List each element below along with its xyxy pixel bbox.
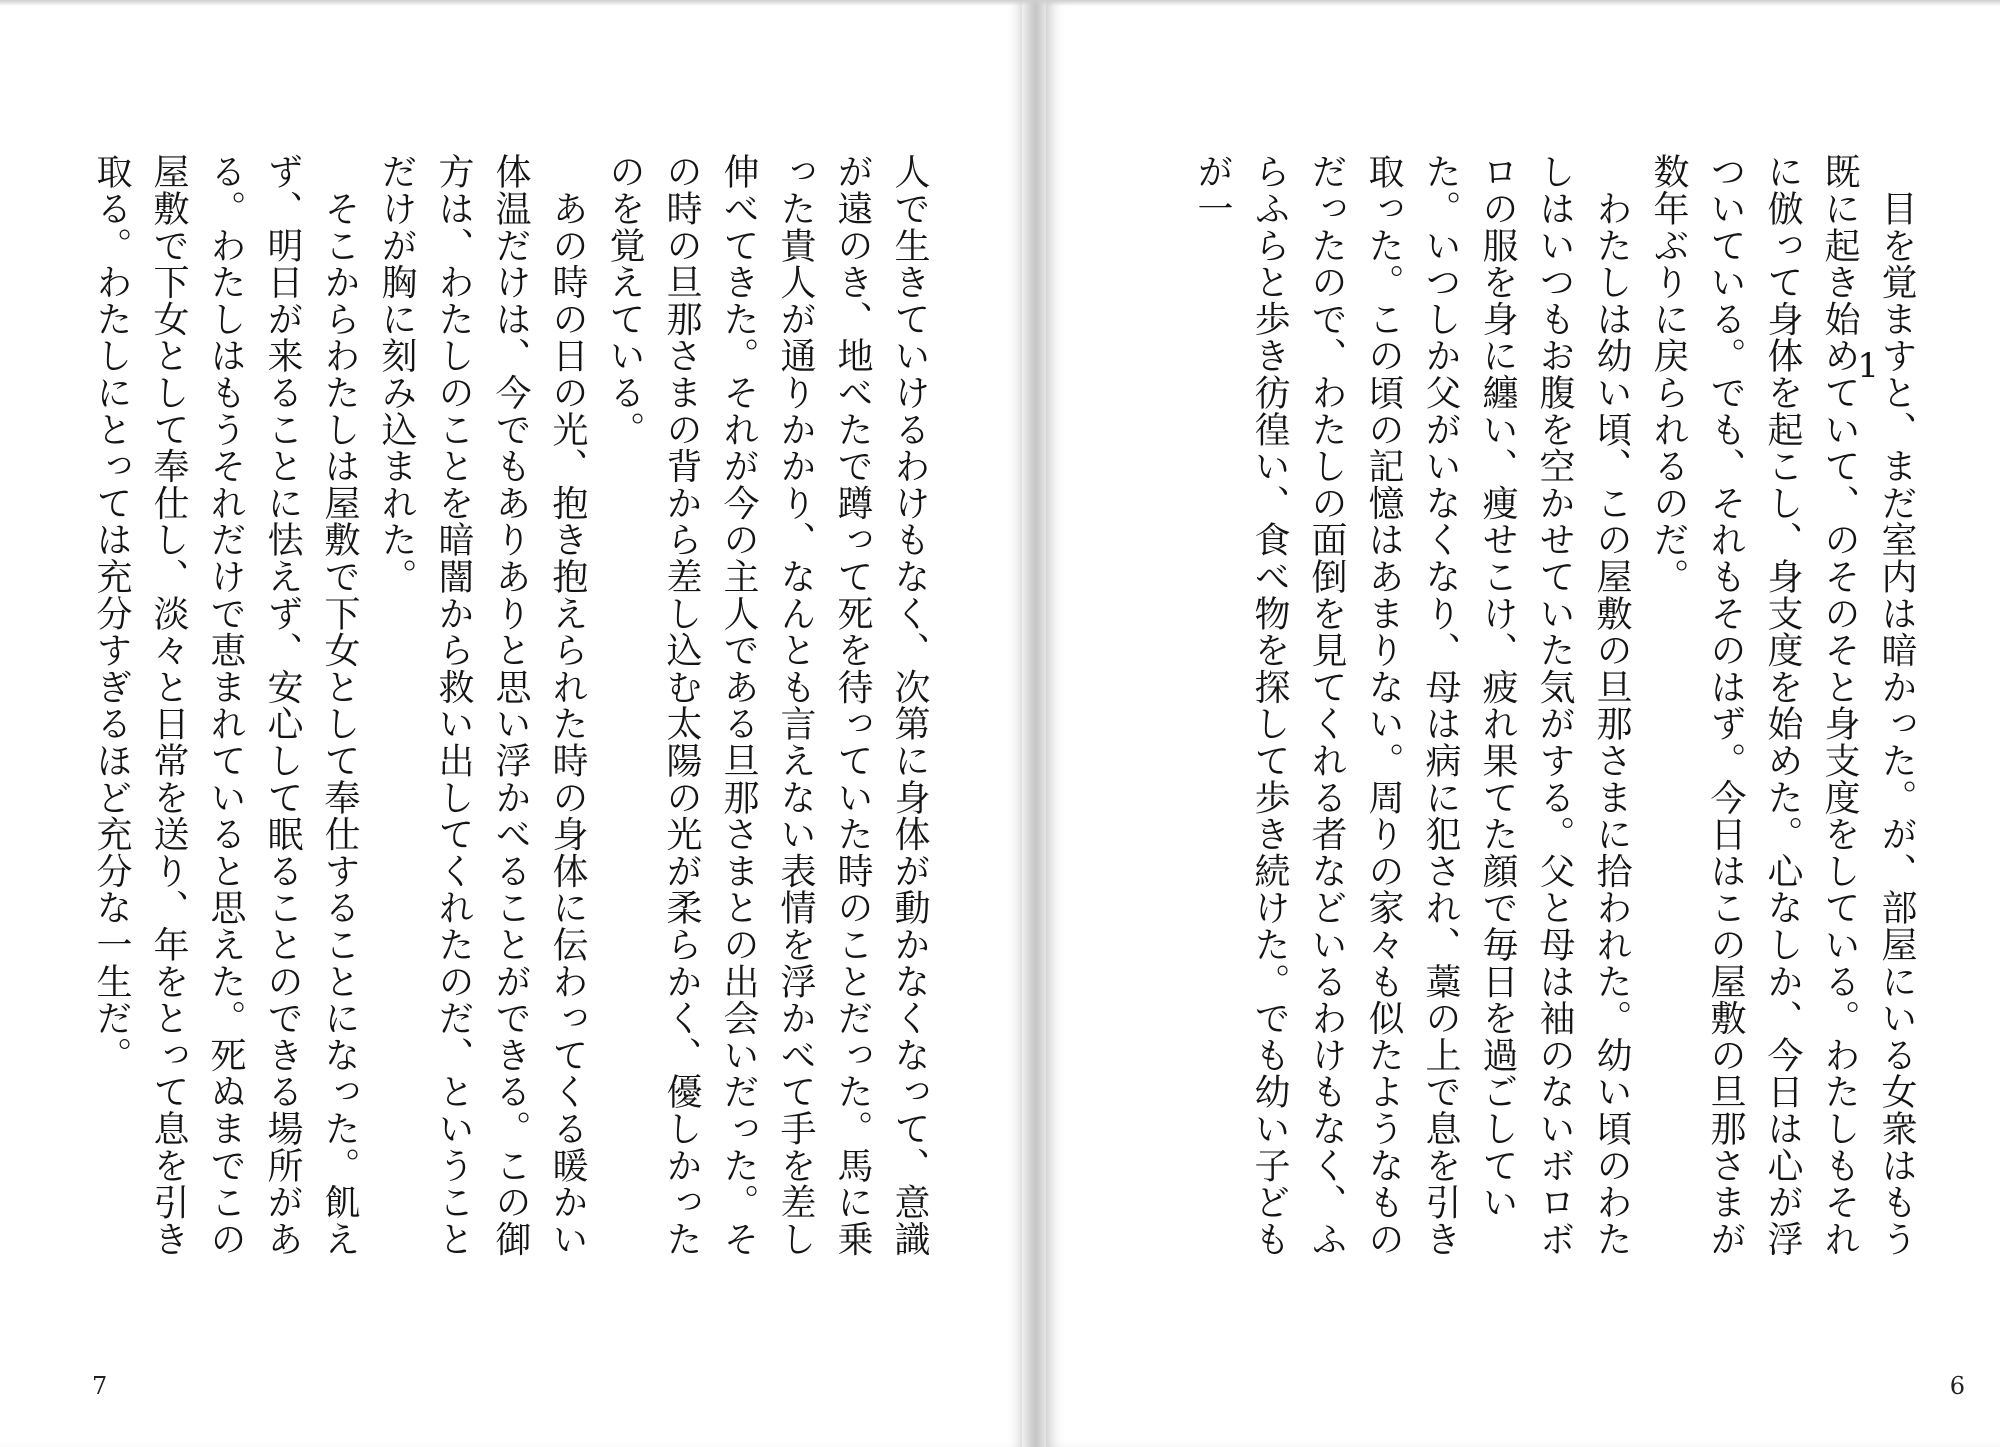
left-page-body-text: 人で生きていけるわけもなく、次第に身体が動かなくなって、意識が遠のき、地べたで蹲って死を待っていた時のことだった。馬に乗った貴人が通りかかり、なんとも言えない表情を浮かべて手を差し伸べてきた。それが今の主人である旦那さまとの出会いだった。その時の旦那さまの背から差し込む太陽の光が柔らかく、優しかったのを覚えている。 あの時の日の光、抱き抱えられた時の身体に伝わってくる暖かい体温だけは、今でもありありと思い浮かべることができる。この御方は、わたしのことを暗闇から救い出してくれたのだ、ということだけが胸に刻み込まれた。 そこからわたしは屋敷で下女として奉仕することになった。飢えず、明日が来ることに怯えず、安心して眠ることのできる場所がある。わたしはもうそれだけで恵まれていると思えた。死ぬまでこの屋敷で下女として奉仕し、淡々と日常を送り、年をとって息を引き取る。わたしにとっては充分すぎるほど充分な一生だ。: [91, 153, 930, 1257]
book-gutter: [1022, 0, 1046, 1447]
right-page[interactable]: [1046, 0, 2000, 1447]
chapter-number: 1: [1857, 346, 1879, 386]
left-page-number: 7: [92, 1372, 108, 1400]
right-page-number: 6: [1949, 1372, 1965, 1400]
right-page-body-text: 目を覚ますと、まだ室内は暗かった。が、部屋にいる女衆はもう既に起き始めていて、のそのそと身支度をしている。わたしもそれに倣って身体を起こし、身支度を始めた。心なしか、今日は心が浮ついている。でも、それもそのはず。今日はこの屋敷の旦那さまが数年ぶりに戻られるのだ。 わたしは幼い頃、この屋敷の旦那さまに拾われた。幼い頃のわたしはいつもお腹を空かせていた気がする。父と母は袖のないボロボロの服を身に纏い、痩せこけ、疲れ果てた顔で毎日を過ごしていた。いつしか父がいなくなり、母は病に犯され、藁の上で息を引き取った。この頃の記憶はあまりない。周りの家々も似たようなものだったので、わたしの面倒を見てくれる者などいるわけもなく、ふらふらと歩き彷徨い、食べ物を探して歩き続けた。でも幼い子どもが一: [1192, 153, 1917, 1257]
